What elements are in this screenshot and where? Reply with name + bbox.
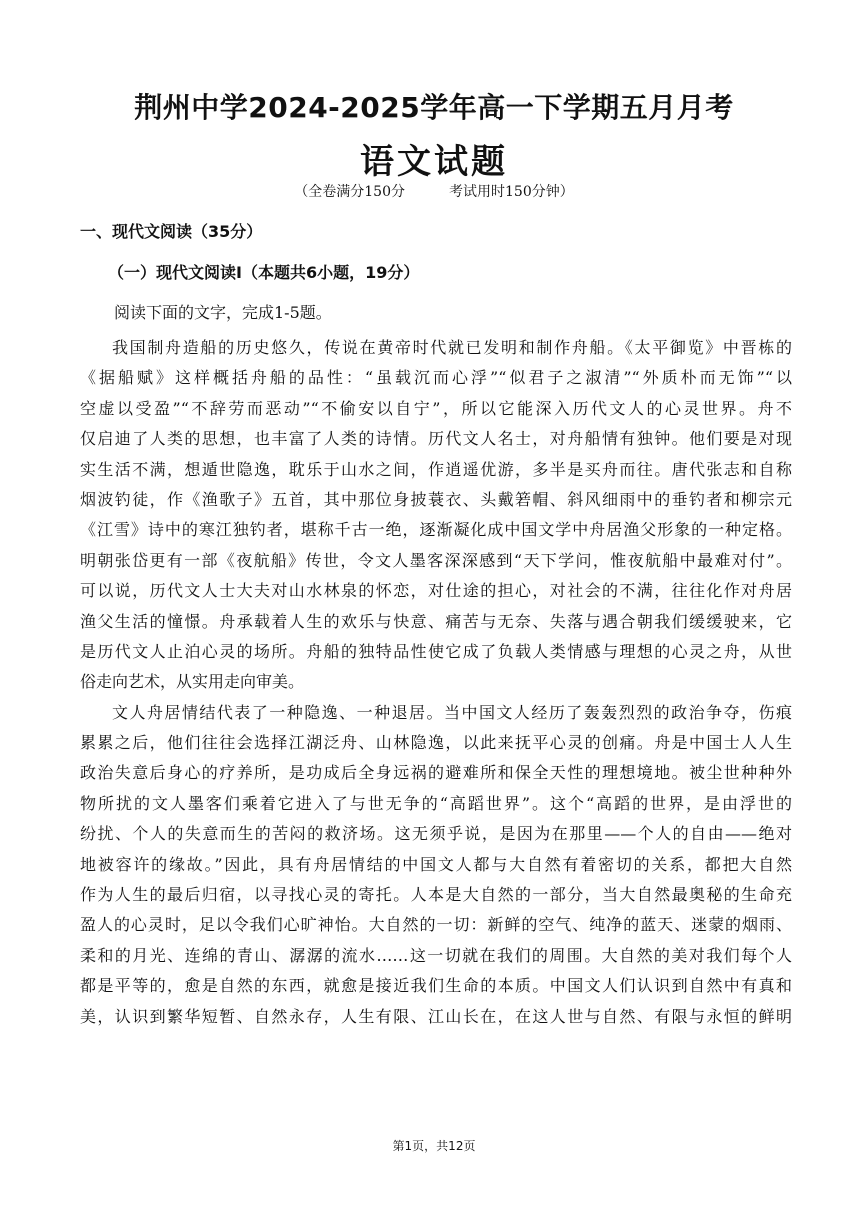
instruction-text: 阅读下面的文字，完成1-5题。 [114,303,332,322]
section-heading: 一、现代文阅读（35分） [80,222,263,241]
passage-line: 物所扰的文人墨客们乘着它进入了与世无争的“高蹈世界”。这个“高蹈的世界，是由浮世的 [80,793,792,813]
passage-line: 地被容许的缘故。”因此，具有舟居情结的中国文人都与大自然有着密切的关系，都把大自然 [80,854,792,874]
passage-line: 是历代文人止泊心灵的场所。舟船的独特品性使它成了负载人类情感与理想的心灵之舟，从世 [80,641,792,661]
passage-line: 作为人生的最后归宿，以寻找心灵的寄托。人本是大自然的一部分，当大自然最奥秘的生命充 [80,885,792,905]
full-score: （全卷满分150分 [294,184,405,200]
passage-line: 盈人的心灵时，足以令我们心旷神怡。大自然的一切：新鲜的空气、纯净的蓝天、迷蒙的烟雨、 [80,915,792,935]
exam-title: 荆州中学2024-2025学年高一下学期五月月考 [134,91,734,124]
passage-line: 明朝张岱更有一部《夜航船》传世，令文人墨客深深感到“天下学问，惟夜航船中最难对付”。 [80,550,792,570]
passage-line: 政治失意后身心的疗养所，是功成后全身远祸的避难所和保全天性的理想境地。被尘世种种外 [80,763,792,783]
passage-line: 我国制舟造船的历史悠久，传说在黄帝时代就已发明和制作舟船。《太平御览》中晋栋的 [112,338,792,357]
passage-line: 实生活不满，想遁世隐逸，耽乐于山水之间，作逍遥优游，多半是买舟而往。唐代张志和自称 [80,459,792,479]
passage-line: 《江雪》诗中的寒江独钓者，堪称千古一绝，逐渐凝化成中国文学中舟居渔父形象的一种定格。 [80,520,792,540]
passage-line: 文人舟居情结代表了一种隐逸、一种退居。当中国文人经历了轰轰烈烈的政治争夺，伤痕 [112,702,792,722]
passage-line: 烟波钓徒，作《渔歌子》五首，其中那位身披蓑衣、头戴箬帽、斜风细雨中的垂钓者和柳宗元 [80,489,792,509]
subsection-heading: （一）现代文阅读Ⅰ（本题共6小题，19分） [108,263,420,282]
passage-line: 空虚以受盈”“不辞劳而恶动”“不偷安以自宁”，所以它能深入历代文人的心灵世界。舟不 [80,398,792,418]
exam-duration: 考试用时150分钟） [449,184,574,200]
page-footer: 第1页，共12页 [392,1139,476,1153]
passage-line: 美，认识到繁华短暂、自然永存，人生有限、江山长在，在这人世与自然、有限与永恒的鲜明 [80,1006,792,1026]
exam-meta [0,181,868,201]
passage-line: 都是平等的，愈是自然的东西，就愈是接近我们生命的本质。中国文人们认识到自然中有真和 [80,976,792,996]
passage-line: 可以说，历代文人士大夫对山水林泉的怀恋，对仕途的担心，对社会的不满，往往化作对舟居 [80,581,792,601]
passage-text [80,333,792,1032]
passage-line: 渔父生活的憧憬。舟承载着人生的欢乐与快意、痛苦与无奈、失落与遇合朝我们缓缓驶来，它 [80,611,792,631]
passage-line: 累累之后，他们往往会选择江湖泛舟、山林隐逸，以此来抚平心灵的创痛。舟是中国士人人生 [80,733,792,753]
passage-line: 纷扰、个人的失意而生的苦闷的救济场。这无须乎说，是因为在那里——个人的自由——绝对 [80,824,792,844]
passage-line: 柔和的月光、连绵的青山、潺潺的流水……这一切就在我们的周围。大自然的美对我们每个人 [80,945,792,965]
passage-line: 仅启迪了人类的思想，也丰富了人类的诗情。历代文人名士，对舟船情有独钟。他们要是对现 [80,429,792,449]
passage-line: 俗走向艺术，从实用走向审美。 [80,672,305,692]
exam-subject: 语文试题 [360,142,508,182]
passage-line: 《据船赋》这样概括舟船的品性：“虽载沉而心浮”“似君子之淑清”“外质朴而无饰”“以 [80,368,792,388]
